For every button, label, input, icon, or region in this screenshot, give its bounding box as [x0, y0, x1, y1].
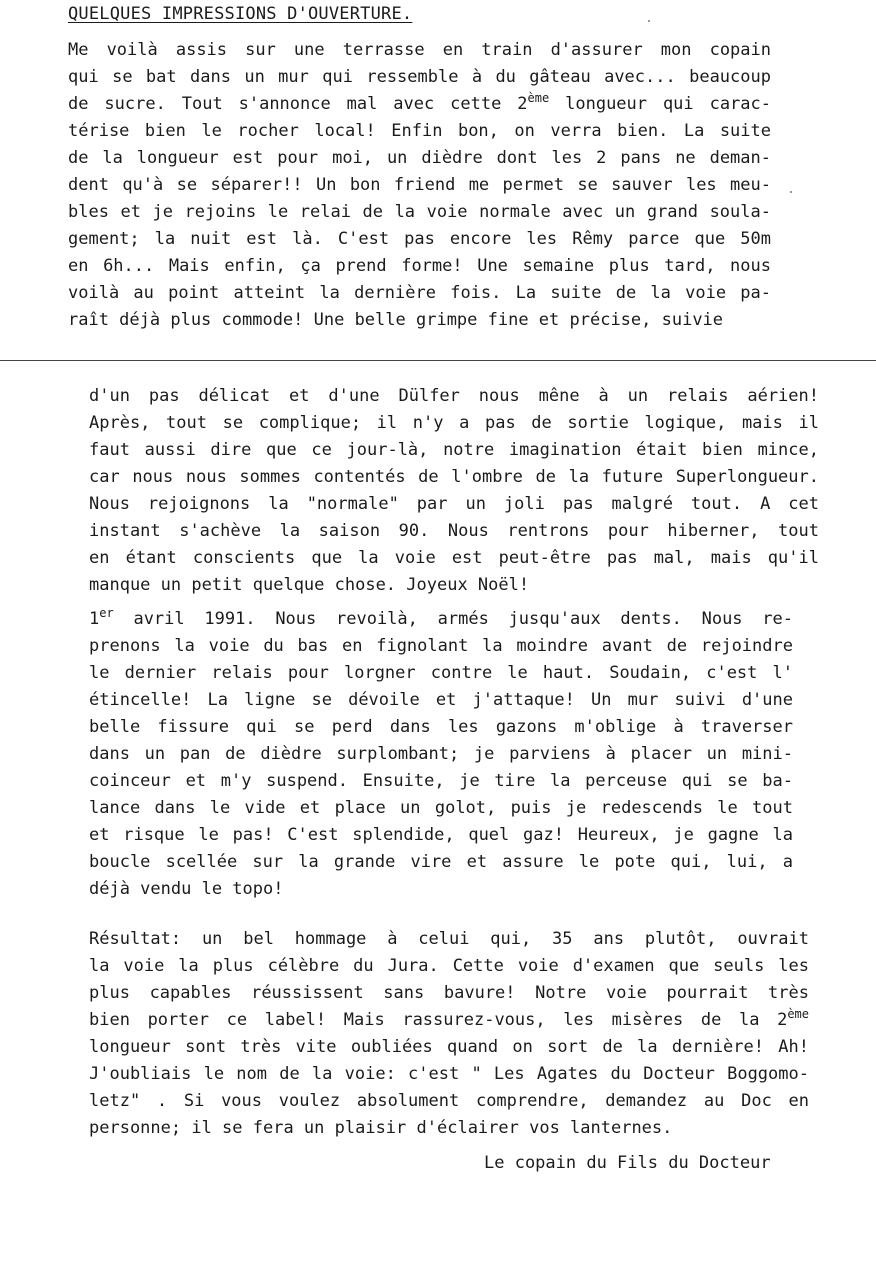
text-line: longueur sont très vite oubliées quand on sort de la dernière! Ah!: [89, 1037, 809, 1057]
text-line: J'oubliais le nom de la voie: c'est " Les Agates du Docteur Boggomo-: [89, 1064, 809, 1084]
text-line: letz" . Si vous voulez absolument comprendre, demandez au Doc en: [89, 1091, 809, 1111]
line-text: bien porter ce label! Mais rassurez-vous, les misères de la 2: [89, 1010, 788, 1030]
text-line: car nous nous sommes contentés de l'ombre de la future Superlongueur.: [89, 467, 819, 487]
text-line: lance dans le vide et place un golot, puis je redescends le tout: [89, 798, 793, 818]
line-text: 1: [89, 609, 100, 629]
text-line: Après, tout se complique; il n'y a pas de sortie logique, mais il: [89, 413, 819, 433]
text-line: Me voilà assis sur une terrasse en train d'assurer mon copain: [68, 40, 771, 60]
text-line: en étant conscients que la voie est peut-être pas mal, mais qu'il: [89, 548, 819, 568]
text-line: térise bien le rocher local! Enfin bon, on verra bien. La suite: [68, 121, 771, 141]
text-line: dans un pan de dièdre surplombant; je parviens à placer un mini-: [89, 744, 793, 764]
text-line: voilà au point atteint la dernière fois. La suite de la voie pa-: [68, 283, 771, 303]
text-line: coinceur et m'y suspend. Ensuite, je tire la perceuse qui se ba-: [89, 771, 793, 791]
text-line: déjà vendu le topo!: [89, 879, 284, 899]
line-text: longueur qui carac-: [549, 94, 771, 114]
text-line: [68, 91, 771, 118]
text-line: prenons la voie du bas en fignolant la moindre avant de rejoindre: [89, 636, 793, 656]
text-line: gement; la nuit est là. C'est pas encore les Rêmy parce que 50m: [68, 229, 771, 249]
text-line: qui se bat dans un mur qui ressemble à du gâteau avec... beaucoup: [68, 67, 771, 87]
text-line: boucle scellée sur la grande vire et assure le pote qui, lui, a: [89, 852, 793, 872]
signature: Le copain du Fils du Docteur: [484, 1153, 771, 1173]
superscript: ème: [787, 1007, 809, 1021]
text-line: Nous rejoignons la "normale" par un joli pas malgré tout. A cet: [89, 494, 819, 514]
text-line: et risque le pas! C'est splendide, quel gaz! Heureux, je gagne la: [89, 825, 793, 845]
line-text: de sucre. Tout s'annonce mal avec cette 2: [68, 94, 528, 114]
line-text: avril 1991. Nous revoilà, armés jusqu'aux dents. Nous re-: [113, 609, 793, 629]
page-title: QUELQUES IMPRESSIONS D'OUVERTURE.: [68, 4, 413, 24]
paragraph-3: [89, 606, 793, 903]
text-line: manque un petit quelque chose. Joyeux Noël!: [89, 575, 530, 595]
paper-speck: [790, 191, 792, 193]
paragraph-1: [68, 37, 771, 334]
text-line: en 6h... Mais enfin, ça prend forme! Une semaine plus tard, nous: [68, 256, 771, 276]
text-line: [89, 606, 793, 633]
text-line: la voie la plus célèbre du Jura. Cette voie d'examen que seuls les: [89, 956, 809, 976]
text-line: belle fissure qui se perd dans les gazons m'oblige à traverser: [89, 717, 793, 737]
paragraph-4: [89, 926, 809, 1142]
superscript: er: [99, 606, 114, 620]
text-line: dent qu'à se séparer!! Un bon friend me permet se sauver les meu-: [68, 175, 771, 195]
superscript: ème: [527, 91, 550, 105]
text-line: raît déjà plus commode! Une belle grimpe fine et précise, suivie: [68, 310, 724, 330]
text-line: instant s'achève la saison 90. Nous rentrons pour hiberner, tout: [89, 521, 819, 541]
text-line: le dernier relais pour lorgner contre le haut. Soudain, c'est l': [89, 663, 793, 683]
text-line: plus capables réussissent sans bavure! Notre voie pourrait très: [89, 983, 809, 1003]
page-divider: [0, 360, 876, 361]
text-line: Résultat: un bel hommage à celui qui, 35 ans plutôt, ouvrait: [89, 929, 809, 949]
text-line: d'un pas délicat et d'une Dülfer nous mêne à un relais aérien!: [89, 386, 819, 406]
text-line: bles et je rejoins le relai de la voie normale avec un grand soula-: [68, 202, 771, 222]
paper-speck: [648, 20, 650, 22]
text-line: faut aussi dire que ce jour-là, notre imagination était bien mince,: [89, 440, 819, 460]
text-line: [89, 1007, 809, 1034]
text-line: étincelle! La ligne se dévoile et j'attaque! Un mur suivi d'une: [89, 690, 793, 710]
text-line: de la longueur est pour moi, un dièdre dont les 2 pans ne deman-: [68, 148, 771, 168]
paragraph-2: [89, 383, 819, 599]
text-line: personne; il se fera un plaisir d'éclairer vos lanternes.: [89, 1118, 673, 1138]
